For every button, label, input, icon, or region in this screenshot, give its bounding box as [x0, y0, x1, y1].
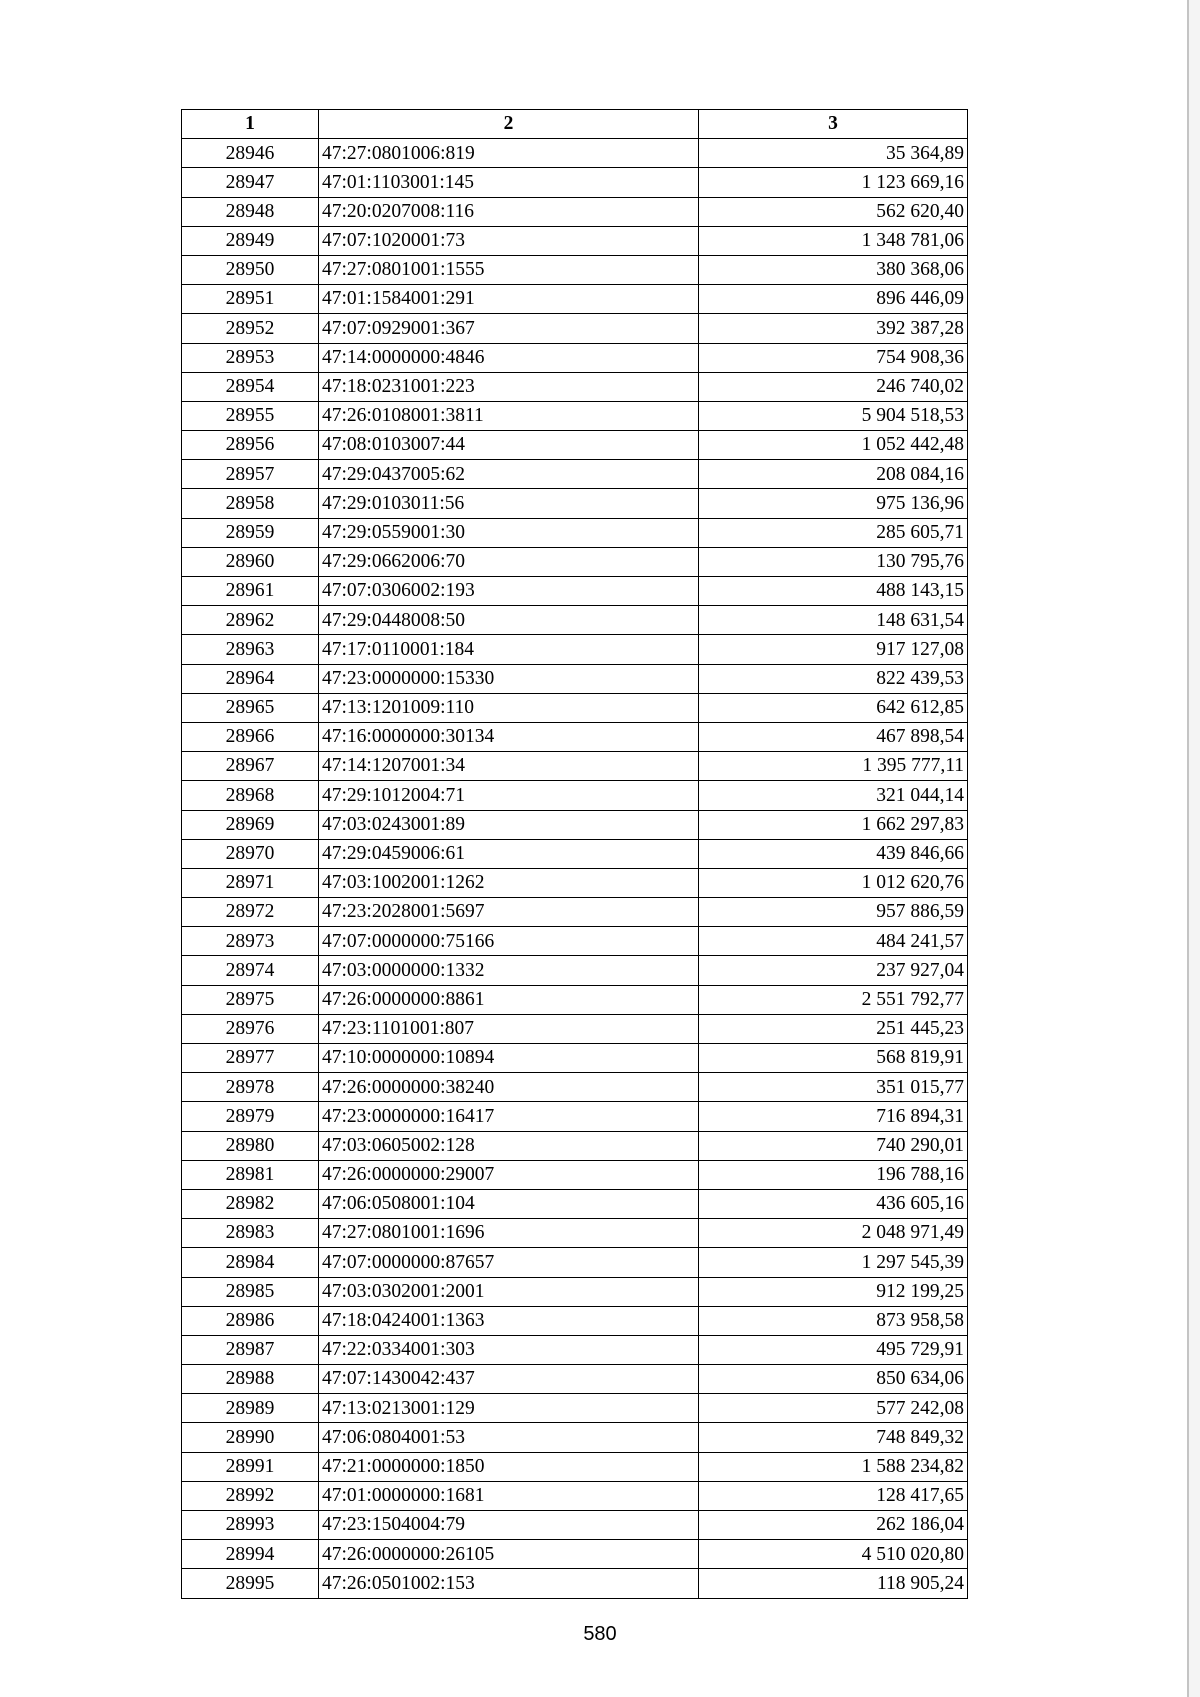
table-row: [182, 635, 968, 664]
cadastral-number-cell: 47:07:0306002:193: [319, 577, 699, 606]
cadastral-number-cell: 47:08:0103007:44: [319, 431, 699, 460]
row-number-cell: 28965: [182, 693, 319, 722]
table-header: [182, 110, 968, 139]
table-row: [182, 1540, 968, 1569]
table-row: [182, 139, 968, 168]
table-row: [182, 1569, 968, 1598]
value-cell: 130 795,76: [699, 547, 968, 576]
row-number-cell: 28978: [182, 1073, 319, 1102]
cadastral-number-cell: 47:01:1103001:145: [319, 168, 699, 197]
row-number-cell: 28951: [182, 285, 319, 314]
table-row: [182, 1365, 968, 1394]
value-cell: 896 446,09: [699, 285, 968, 314]
table-row: [182, 1131, 968, 1160]
row-number-cell: 28955: [182, 401, 319, 430]
value-cell: 321 044,14: [699, 781, 968, 810]
row-number-cell: 28981: [182, 1160, 319, 1189]
value-cell: 35 364,89: [699, 139, 968, 168]
cadastral-number-cell: 47:26:0108001:3811: [319, 401, 699, 430]
cadastral-number-cell: 47:06:0804001:53: [319, 1423, 699, 1452]
cadastral-number-cell: 47:27:0801001:1696: [319, 1219, 699, 1248]
value-cell: 822 439,53: [699, 664, 968, 693]
table-body: [182, 139, 968, 1598]
cadastral-number-cell: 47:22:0334001:303: [319, 1335, 699, 1364]
cadastral-number-cell: 47:13:1201009:110: [319, 693, 699, 722]
table-row: [182, 664, 968, 693]
value-cell: 2 048 971,49: [699, 1219, 968, 1248]
row-number-cell: 28985: [182, 1277, 319, 1306]
row-number-cell: 28982: [182, 1189, 319, 1218]
row-number-cell: 28963: [182, 635, 319, 664]
value-cell: 488 143,15: [699, 577, 968, 606]
row-number-cell: 28967: [182, 752, 319, 781]
row-number-cell: 28958: [182, 489, 319, 518]
cadastral-number-cell: 47:14:0000000:4846: [319, 343, 699, 372]
cadastral-number-cell: 47:07:1430042:437: [319, 1365, 699, 1394]
row-number-cell: 28980: [182, 1131, 319, 1160]
table-row: [182, 226, 968, 255]
row-number-cell: 28990: [182, 1423, 319, 1452]
table-row: [182, 372, 968, 401]
value-cell: 957 886,59: [699, 898, 968, 927]
cadastral-number-cell: 47:26:0501002:153: [319, 1569, 699, 1598]
row-number-cell: 28964: [182, 664, 319, 693]
cadastral-number-cell: 47:23:1101001:807: [319, 1014, 699, 1043]
table-row: [182, 927, 968, 956]
page-edge-shade: [1189, 0, 1200, 1697]
table-row: [182, 1219, 968, 1248]
table-row: [182, 606, 968, 635]
row-number-cell: 28995: [182, 1569, 319, 1598]
cadastral-number-cell: 47:13:0213001:129: [319, 1394, 699, 1423]
value-cell: 351 015,77: [699, 1073, 968, 1102]
cadastral-number-cell: 47:29:0103011:56: [319, 489, 699, 518]
row-number-cell: 28969: [182, 810, 319, 839]
row-number-cell: 28989: [182, 1394, 319, 1423]
table-row: [182, 489, 968, 518]
table-row: [182, 1014, 968, 1043]
value-cell: 568 819,91: [699, 1044, 968, 1073]
table-row: [182, 752, 968, 781]
table-row: [182, 285, 968, 314]
value-cell: 436 605,16: [699, 1189, 968, 1218]
row-number-cell: 28947: [182, 168, 319, 197]
row-number-cell: 28992: [182, 1481, 319, 1510]
table-row: [182, 460, 968, 489]
row-number-cell: 28987: [182, 1335, 319, 1364]
table-row: [182, 255, 968, 284]
row-number-cell: 28976: [182, 1014, 319, 1043]
table-row: [182, 314, 968, 343]
data-table: [181, 109, 968, 1599]
value-cell: 1 123 669,16: [699, 168, 968, 197]
cadastral-number-cell: 47:06:0508001:104: [319, 1189, 699, 1218]
row-number-cell: 28972: [182, 898, 319, 927]
cadastral-number-cell: 47:07:1020001:73: [319, 226, 699, 255]
table-row: [182, 1306, 968, 1335]
cadastral-number-cell: 47:01:0000000:1681: [319, 1481, 699, 1510]
value-cell: 467 898,54: [699, 722, 968, 751]
table-row: [182, 401, 968, 430]
value-cell: 285 605,71: [699, 518, 968, 547]
cadastral-number-cell: 47:14:1207001:34: [319, 752, 699, 781]
row-number-cell: 28970: [182, 839, 319, 868]
cadastral-number-cell: 47:03:0243001:89: [319, 810, 699, 839]
table-row: [182, 577, 968, 606]
page-edge[interactable]: [1187, 0, 1189, 1697]
row-number-cell: 28977: [182, 1044, 319, 1073]
value-cell: 251 445,23: [699, 1014, 968, 1043]
table-row: [182, 1423, 968, 1452]
cadastral-number-cell: 47:03:0605002:128: [319, 1131, 699, 1160]
value-cell: 148 631,54: [699, 606, 968, 635]
row-number-cell: 28954: [182, 372, 319, 401]
cadastral-number-cell: 47:26:0000000:38240: [319, 1073, 699, 1102]
table-row: [182, 781, 968, 810]
cadastral-number-cell: 47:10:0000000:10894: [319, 1044, 699, 1073]
value-cell: 740 290,01: [699, 1131, 968, 1160]
row-number-cell: 28956: [182, 431, 319, 460]
table-row: [182, 1394, 968, 1423]
row-number-cell: 28974: [182, 956, 319, 985]
cadastral-number-cell: 47:23:1504004:79: [319, 1511, 699, 1540]
cadastral-number-cell: 47:03:0302001:2001: [319, 1277, 699, 1306]
cadastral-number-cell: 47:23:0000000:16417: [319, 1102, 699, 1131]
table-row: [182, 898, 968, 927]
cadastral-number-cell: 47:23:2028001:5697: [319, 898, 699, 927]
row-number-cell: 28984: [182, 1248, 319, 1277]
cadastral-number-cell: 47:23:0000000:15330: [319, 664, 699, 693]
cadastral-number-cell: 47:29:0559001:30: [319, 518, 699, 547]
row-number-cell: 28946: [182, 139, 319, 168]
cadastral-number-cell: 47:07:0000000:75166: [319, 927, 699, 956]
value-cell: 716 894,31: [699, 1102, 968, 1131]
value-cell: 4 510 020,80: [699, 1540, 968, 1569]
value-cell: 237 927,04: [699, 956, 968, 985]
table-row: [182, 1044, 968, 1073]
cadastral-number-cell: 47:29:0459006:61: [319, 839, 699, 868]
value-cell: 128 417,65: [699, 1481, 968, 1510]
row-number-cell: 28979: [182, 1102, 319, 1131]
value-cell: 439 846,66: [699, 839, 968, 868]
table-row: [182, 985, 968, 1014]
cadastral-number-cell: 47:26:0000000:26105: [319, 1540, 699, 1569]
value-cell: 577 242,08: [699, 1394, 968, 1423]
value-cell: 917 127,08: [699, 635, 968, 664]
value-cell: 5 904 518,53: [699, 401, 968, 430]
cadastral-number-cell: 47:26:0000000:29007: [319, 1160, 699, 1189]
value-cell: 642 612,85: [699, 693, 968, 722]
table-row: [182, 547, 968, 576]
table-row: [182, 1277, 968, 1306]
value-cell: 1 662 297,83: [699, 810, 968, 839]
row-number-cell: 28983: [182, 1219, 319, 1248]
table-row: [182, 168, 968, 197]
table-row: [182, 431, 968, 460]
value-cell: 392 387,28: [699, 314, 968, 343]
row-number-cell: 28950: [182, 255, 319, 284]
cadastral-number-cell: 47:07:0000000:87657: [319, 1248, 699, 1277]
value-cell: 208 084,16: [699, 460, 968, 489]
cadastral-number-cell: 47:18:0424001:1363: [319, 1306, 699, 1335]
table-row: [182, 1248, 968, 1277]
value-cell: 1 052 442,48: [699, 431, 968, 460]
row-number-cell: 28960: [182, 547, 319, 576]
column-header-1: 1: [182, 110, 319, 139]
table-row: [182, 956, 968, 985]
table-row: [182, 1160, 968, 1189]
row-number-cell: 28957: [182, 460, 319, 489]
table-row: [182, 693, 968, 722]
row-number-cell: 28988: [182, 1365, 319, 1394]
row-number-cell: 28948: [182, 197, 319, 226]
value-cell: 754 908,36: [699, 343, 968, 372]
cadastral-number-cell: 47:27:0801006:819: [319, 139, 699, 168]
table-row: [182, 722, 968, 751]
row-number-cell: 28966: [182, 722, 319, 751]
cadastral-number-cell: 47:21:0000000:1850: [319, 1452, 699, 1481]
row-number-cell: 28962: [182, 606, 319, 635]
cadastral-number-cell: 47:18:0231001:223: [319, 372, 699, 401]
value-cell: 912 199,25: [699, 1277, 968, 1306]
table-row: [182, 810, 968, 839]
value-cell: 495 729,91: [699, 1335, 968, 1364]
column-header-2: 2: [319, 110, 699, 139]
row-number-cell: 28949: [182, 226, 319, 255]
table-row: [182, 1335, 968, 1364]
row-number-cell: 28991: [182, 1452, 319, 1481]
table-row: [182, 1102, 968, 1131]
table-row: [182, 197, 968, 226]
cadastral-number-cell: 47:01:1584001:291: [319, 285, 699, 314]
cadastral-number-cell: 47:29:0437005:62: [319, 460, 699, 489]
value-cell: 196 788,16: [699, 1160, 968, 1189]
header-row: [182, 110, 968, 139]
cadastral-number-cell: 47:20:0207008:116: [319, 197, 699, 226]
value-cell: 1 348 781,06: [699, 226, 968, 255]
row-number-cell: 28993: [182, 1511, 319, 1540]
value-cell: 1 395 777,11: [699, 752, 968, 781]
row-number-cell: 28968: [182, 781, 319, 810]
cadastral-number-cell: 47:03:0000000:1332: [319, 956, 699, 985]
cadastral-number-cell: 47:27:0801001:1555: [319, 255, 699, 284]
cadastral-number-cell: 47:29:1012004:71: [319, 781, 699, 810]
row-number-cell: 28959: [182, 518, 319, 547]
value-cell: 1 588 234,82: [699, 1452, 968, 1481]
table-row: [182, 1481, 968, 1510]
column-header-3: 3: [699, 110, 968, 139]
value-cell: 562 620,40: [699, 197, 968, 226]
value-cell: 246 740,02: [699, 372, 968, 401]
table-row: [182, 1511, 968, 1540]
table-row: [182, 1452, 968, 1481]
cadastral-number-cell: 47:26:0000000:8861: [319, 985, 699, 1014]
row-number-cell: 28952: [182, 314, 319, 343]
value-cell: 118 905,24: [699, 1569, 968, 1598]
row-number-cell: 28961: [182, 577, 319, 606]
value-cell: 850 634,06: [699, 1365, 968, 1394]
table-row: [182, 518, 968, 547]
row-number-cell: 28971: [182, 868, 319, 897]
cadastral-number-cell: 47:29:0662006:70: [319, 547, 699, 576]
row-number-cell: 28986: [182, 1306, 319, 1335]
cadastral-number-cell: 47:17:0110001:184: [319, 635, 699, 664]
row-number-cell: 28994: [182, 1540, 319, 1569]
row-number-cell: 28953: [182, 343, 319, 372]
value-cell: 1 297 545,39: [699, 1248, 968, 1277]
row-number-cell: 28973: [182, 927, 319, 956]
value-cell: 748 849,32: [699, 1423, 968, 1452]
cadastral-number-cell: 47:29:0448008:50: [319, 606, 699, 635]
value-cell: 2 551 792,77: [699, 985, 968, 1014]
page-number: 580: [583, 1623, 617, 1645]
table-row: [182, 1189, 968, 1218]
table-row: [182, 343, 968, 372]
table-row: [182, 1073, 968, 1102]
value-cell: 262 186,04: [699, 1511, 968, 1540]
value-cell: 380 368,06: [699, 255, 968, 284]
cadastral-number-cell: 47:03:1002001:1262: [319, 868, 699, 897]
value-cell: 873 958,58: [699, 1306, 968, 1335]
value-cell: 484 241,57: [699, 927, 968, 956]
cadastral-number-cell: 47:16:0000000:30134: [319, 722, 699, 751]
table-row: [182, 868, 968, 897]
value-cell: 975 136,96: [699, 489, 968, 518]
value-cell: 1 012 620,76: [699, 868, 968, 897]
table-row: [182, 839, 968, 868]
cadastral-number-cell: 47:07:0929001:367: [319, 314, 699, 343]
row-number-cell: 28975: [182, 985, 319, 1014]
